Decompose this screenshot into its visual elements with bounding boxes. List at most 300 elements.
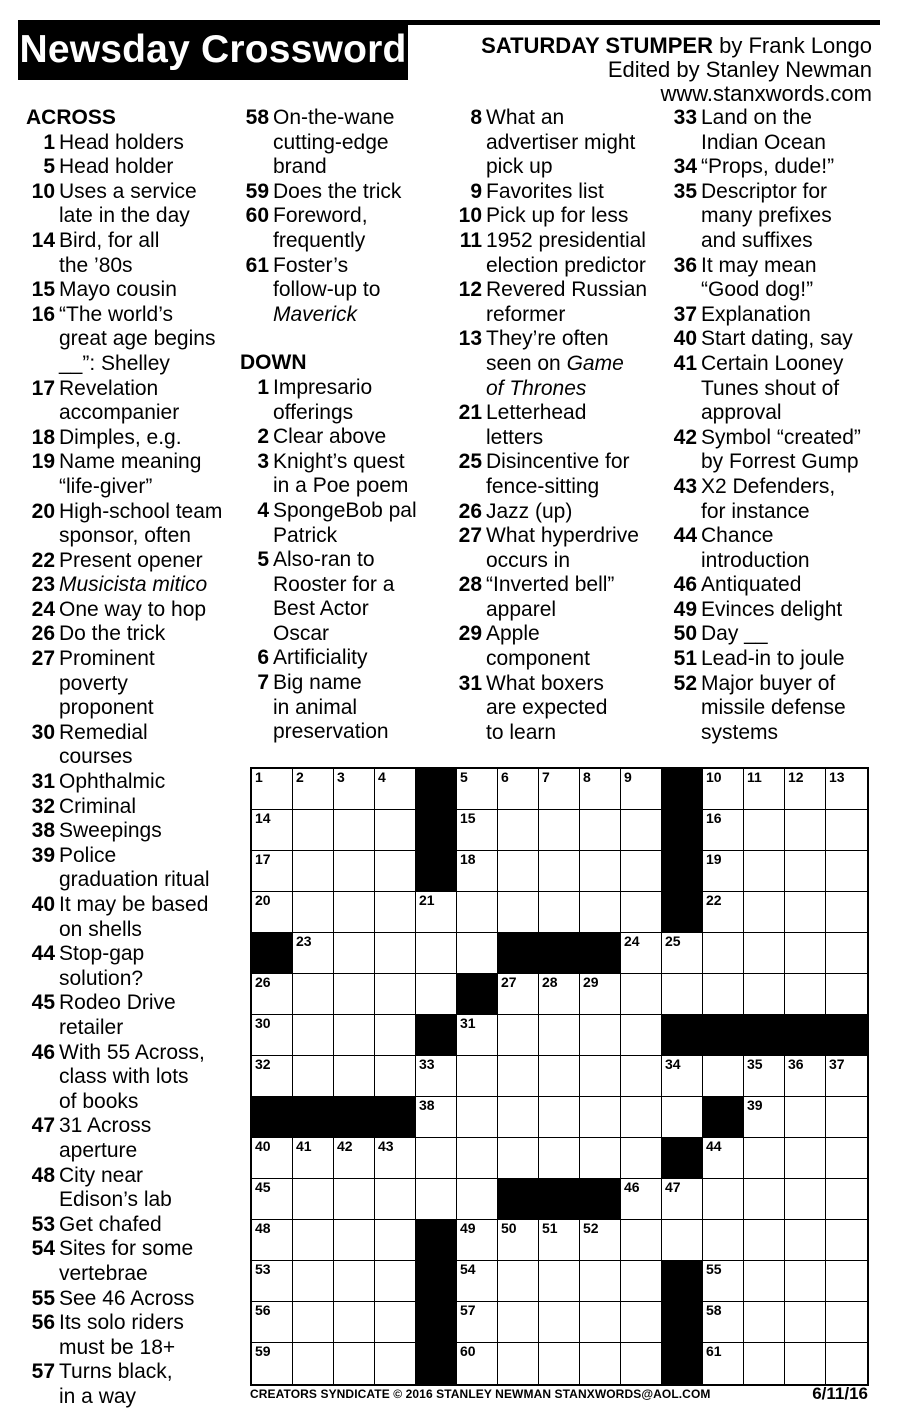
- cell-number: 58: [706, 1302, 722, 1318]
- grid-cell: [539, 1056, 580, 1097]
- cell-number: 44: [706, 1138, 722, 1154]
- black-square: [662, 1138, 703, 1179]
- clue-across-19: [26, 450, 236, 499]
- clue-down-46: [668, 573, 893, 598]
- grid-cell: [826, 1261, 867, 1302]
- clue-text-italic: Maverick: [273, 302, 358, 326]
- cell-number: 56: [255, 1302, 271, 1318]
- cell-number: 60: [460, 1343, 476, 1359]
- clue-text: Certain Looney: [701, 351, 844, 375]
- clue-text: proponent: [59, 696, 154, 720]
- cell-number: 40: [255, 1138, 271, 1154]
- grid-cell: [621, 933, 662, 974]
- clue-number: 43: [673, 474, 697, 498]
- clue-text: in animal: [273, 695, 358, 719]
- grid-cell: [252, 1179, 293, 1220]
- clue-text: Lead-in to joule: [701, 647, 845, 671]
- black-square: [375, 1097, 416, 1138]
- cell-number: 5: [460, 769, 468, 785]
- black-square: [416, 810, 457, 851]
- clue-number: 23: [31, 573, 55, 597]
- clue-text: Revered Russian: [486, 278, 648, 302]
- clue-number: 36: [673, 253, 697, 277]
- grid-cell: [293, 1261, 334, 1302]
- clue-text: Artificiality: [273, 646, 368, 670]
- clue-text: of books: [59, 1089, 139, 1113]
- cell-number: 2: [296, 769, 304, 785]
- grid-cell: [621, 1261, 662, 1302]
- black-square: [744, 1015, 785, 1056]
- clue-text: approval: [701, 401, 782, 425]
- grid-cell: [416, 1056, 457, 1097]
- cell-number: 6: [501, 769, 509, 785]
- cell-number: 32: [255, 1056, 271, 1072]
- clue-text: Sweepings: [59, 819, 162, 843]
- clue-number: 8: [470, 106, 482, 129]
- grid-cell: [580, 1015, 621, 1056]
- grid-cell: [662, 1179, 703, 1220]
- clue-down-31: [453, 672, 668, 746]
- grid-cell: [252, 892, 293, 933]
- grid-cell: [334, 810, 375, 851]
- grid-cell: [457, 1261, 498, 1302]
- clue-across-26: [26, 622, 236, 647]
- page-title: Newsday Crossword: [18, 20, 408, 80]
- grid-cell: [457, 933, 498, 974]
- clue-number: 16: [31, 302, 55, 326]
- clue-text: brand: [273, 155, 327, 179]
- grid-cell: [703, 851, 744, 892]
- grid-cell: [621, 1056, 662, 1097]
- grid-cell: [744, 1097, 785, 1138]
- grid-cell: [293, 1302, 334, 1343]
- clue-number: 40: [673, 327, 697, 351]
- cell-number: 50: [501, 1220, 517, 1236]
- clue-down-21: [453, 401, 668, 450]
- grid-cell: [703, 1343, 744, 1384]
- grid-cell: [539, 851, 580, 892]
- clue-text: Favorites list: [486, 179, 604, 203]
- clue-text: Start dating, say: [701, 327, 853, 351]
- black-square: [498, 933, 539, 974]
- grid-cell: [293, 1179, 334, 1220]
- cell-number: 10: [706, 769, 722, 785]
- clue-down-29: [453, 622, 668, 671]
- grid-cell: [785, 1343, 826, 1384]
- grid-cell: [334, 1302, 375, 1343]
- grid-cell: [826, 1220, 867, 1261]
- clue-across-24: [26, 598, 236, 623]
- clue-column-4: [668, 106, 893, 745]
- black-square: [416, 1343, 457, 1384]
- grid-cell: [744, 933, 785, 974]
- grid-cell: [539, 1220, 580, 1261]
- clue-number: 47: [31, 1114, 55, 1138]
- clue-number: 44: [673, 524, 697, 548]
- clue-text: Chance: [701, 524, 774, 548]
- cell-number: 48: [255, 1220, 271, 1236]
- grid-cell: [539, 892, 580, 933]
- clue-number: 10: [458, 204, 482, 228]
- cell-number: 36: [788, 1056, 804, 1072]
- grid-cell: [744, 1179, 785, 1220]
- clue-text: Revelation: [59, 376, 159, 400]
- cell-number: 24: [624, 933, 640, 949]
- clue-number: 24: [31, 597, 55, 621]
- grid-cell: [457, 892, 498, 933]
- grid-cell: [703, 933, 744, 974]
- grid-cell: [416, 974, 457, 1015]
- grid-cell: [621, 810, 662, 851]
- clue-number: 13: [458, 327, 482, 351]
- clue-text: Foster’s: [273, 253, 349, 277]
- clue-text: Big name: [273, 671, 362, 695]
- clue-text: many prefixes: [701, 204, 832, 228]
- clue-text: Pick up for less: [486, 204, 629, 228]
- grid-cell: [826, 1097, 867, 1138]
- cell-number: 11: [747, 769, 762, 785]
- grid-cell: [785, 851, 826, 892]
- grid-cell: [621, 1179, 662, 1220]
- black-square: [252, 933, 293, 974]
- clue-text: 1952 presidential: [486, 228, 646, 252]
- clue-across-55: [26, 1287, 236, 1312]
- clue-text: retailer: [59, 1015, 124, 1039]
- clue-column-1: [26, 106, 236, 1409]
- clue-number: 32: [31, 794, 55, 818]
- byline: by Frank Longo: [719, 33, 872, 58]
- grid-cell: [826, 1179, 867, 1220]
- clue-down-3: [240, 450, 450, 499]
- clue-down-7: [240, 671, 450, 745]
- clue-text: Best Actor: [273, 597, 369, 621]
- clue-text: Edison’s lab: [59, 1188, 172, 1212]
- clue-number: 37: [673, 302, 697, 326]
- cell-number: 25: [665, 933, 681, 949]
- across-heading: ACROSS: [26, 106, 116, 129]
- clue-number: 52: [673, 671, 697, 695]
- clue-number: 14: [31, 228, 55, 252]
- clue-text: It may mean: [701, 253, 817, 277]
- clue-text-italic: Game: [560, 351, 624, 375]
- clue-down-35: [668, 180, 893, 254]
- grid-cell: [498, 1220, 539, 1261]
- grid-cell: [539, 1097, 580, 1138]
- black-square: [662, 892, 703, 933]
- grid-cell: [252, 974, 293, 1015]
- grid-cell: [539, 1261, 580, 1302]
- clue-text: component: [486, 647, 590, 671]
- clue-number: 61: [245, 253, 269, 277]
- grid-cell: [621, 1343, 662, 1384]
- cell-number: 12: [788, 769, 804, 785]
- black-square: [416, 1261, 457, 1302]
- clue-down-11: [453, 229, 668, 278]
- clue-text: What an: [486, 106, 565, 129]
- cell-number: 42: [337, 1138, 353, 1154]
- clue-number: 29: [458, 622, 482, 646]
- clue-number: 50: [673, 622, 697, 646]
- grid-cell: [826, 892, 867, 933]
- grid-cell: [703, 1302, 744, 1343]
- clue-across-44: [26, 942, 236, 991]
- clue-text: follow-up to: [273, 278, 381, 302]
- clue-down-36: [668, 254, 893, 303]
- clue-across-30: [26, 721, 236, 770]
- grid-cell: [498, 1138, 539, 1179]
- black-square: [416, 851, 457, 892]
- grid-cell: [785, 892, 826, 933]
- cell-number: 29: [583, 974, 599, 990]
- grid-cell: [293, 769, 334, 810]
- clue-number: 53: [31, 1212, 55, 1236]
- cell-number: 49: [460, 1220, 476, 1236]
- black-square: [662, 1302, 703, 1343]
- black-square: [416, 1220, 457, 1261]
- cell-number: 51: [542, 1220, 558, 1236]
- clue-number: 17: [31, 376, 55, 400]
- clue-number: 2: [257, 425, 269, 449]
- clue-text: election predictor: [486, 253, 646, 277]
- cell-number: 52: [583, 1220, 599, 1236]
- grid-cell: [334, 1179, 375, 1220]
- clue-across-18: [26, 426, 236, 451]
- clue-column-3: [453, 106, 668, 745]
- grid-cell: [703, 1138, 744, 1179]
- clue-number: 45: [31, 991, 55, 1015]
- grid-cell: [580, 1261, 621, 1302]
- clue-number: 12: [458, 278, 482, 302]
- clue-across-59: [240, 180, 450, 205]
- clue-column-2: [240, 106, 450, 745]
- clue-text: are expected: [486, 696, 608, 720]
- clue-text: in a way: [59, 1384, 137, 1408]
- clue-number: 48: [31, 1163, 55, 1187]
- cell-number: 31: [460, 1015, 476, 1031]
- grid-cell: [498, 1343, 539, 1384]
- clue-text: Evinces delight: [701, 597, 843, 621]
- clue-number: 21: [458, 401, 482, 425]
- clue-text: occurs in: [486, 548, 571, 572]
- clue-text: SpongeBob pal: [273, 498, 417, 522]
- clue-number: 56: [31, 1311, 55, 1335]
- grid-cell: [375, 1261, 416, 1302]
- grid-cell: [744, 1138, 785, 1179]
- clue-across-22: [26, 549, 236, 574]
- cell-number: 46: [624, 1179, 640, 1195]
- clue-down-2: [240, 425, 450, 450]
- clue-number: 26: [458, 499, 482, 523]
- clue-down-5: [240, 548, 450, 646]
- grid-cell: [744, 1343, 785, 1384]
- clue-text: vertebrae: [59, 1261, 148, 1285]
- clue-across-54: [26, 1237, 236, 1286]
- cell-number: 54: [460, 1261, 476, 1277]
- clue-text: for instance: [701, 499, 810, 523]
- clue-number: 27: [31, 647, 55, 671]
- clue-number: 46: [673, 573, 697, 597]
- cell-number: 39: [747, 1097, 763, 1113]
- grid-cell: [744, 892, 785, 933]
- clue-text: preservation: [273, 720, 389, 744]
- grid-cell: [416, 1097, 457, 1138]
- grid-cell: [580, 974, 621, 1015]
- clue-number: 15: [31, 278, 55, 302]
- clue-text: Get chafed: [59, 1212, 162, 1236]
- clue-number: 1: [43, 130, 55, 154]
- clue-down-12: [453, 278, 668, 327]
- clue-text: solution?: [59, 966, 144, 990]
- grid-cell: [580, 1220, 621, 1261]
- grid-cell: [539, 974, 580, 1015]
- clue-text: Musicista mitico: [59, 573, 208, 597]
- grid-cell: [334, 892, 375, 933]
- black-square: [662, 810, 703, 851]
- grid-cell: [744, 1220, 785, 1261]
- clue-text: “The world’s: [59, 302, 173, 326]
- grid-cell: [457, 769, 498, 810]
- grid-cell: [334, 1056, 375, 1097]
- clue-text: Oscar: [273, 621, 330, 645]
- clue-text: Do the trick: [59, 622, 166, 646]
- clue-number: 5: [257, 548, 269, 572]
- grid-cell: [252, 1220, 293, 1261]
- grid-cell: [457, 1138, 498, 1179]
- cell-number: 34: [665, 1056, 681, 1072]
- cell-number: 18: [460, 851, 476, 867]
- clue-number: 19: [31, 450, 55, 474]
- clue-number: 10: [31, 179, 55, 203]
- black-square: [539, 1179, 580, 1220]
- grid-cell: [785, 1302, 826, 1343]
- clue-number: 57: [31, 1360, 55, 1384]
- clue-text: Antiquated: [701, 573, 802, 597]
- clue-across-38: [26, 819, 236, 844]
- clue-text: seen on Game: [486, 351, 624, 375]
- grid-cell: [621, 1138, 662, 1179]
- grid-cell: [334, 769, 375, 810]
- grid-cell: [703, 1179, 744, 1220]
- clue-number: 59: [245, 179, 269, 203]
- clue-down-42: [668, 426, 893, 475]
- grid-cell: [498, 851, 539, 892]
- clue-down-1: [240, 376, 450, 425]
- grid-cell: [334, 1220, 375, 1261]
- clue-text: Rodeo Drive: [59, 991, 176, 1015]
- clue-number: 28: [458, 573, 482, 597]
- grid-cell: [539, 1302, 580, 1343]
- clue-across-1: [26, 131, 236, 156]
- clue-text: Turns black,: [59, 1360, 173, 1384]
- grid-cell: [457, 1179, 498, 1220]
- grid-cell: [293, 933, 334, 974]
- grid-cell: [826, 1056, 867, 1097]
- black-square: [416, 1015, 457, 1056]
- clue-text: Its solo riders: [59, 1311, 184, 1335]
- grid-cell: [375, 1343, 416, 1384]
- grid-cell: [457, 1056, 498, 1097]
- clue-text: City near: [59, 1163, 144, 1187]
- grid-cell: [334, 974, 375, 1015]
- clue-text: graduation ritual: [59, 868, 210, 892]
- black-square: [785, 1015, 826, 1056]
- grid-cell: [375, 1015, 416, 1056]
- clue-text: Present opener: [59, 548, 203, 572]
- clue-across-61: [240, 254, 450, 328]
- clue-text: Name meaning: [59, 450, 202, 474]
- clue-text: Uses a service: [59, 179, 197, 203]
- grid-cell: [785, 1261, 826, 1302]
- grid-cell: [580, 1097, 621, 1138]
- grid-cell: [621, 851, 662, 892]
- clue-down-43: [668, 475, 893, 524]
- grid-cell: [457, 1097, 498, 1138]
- black-square: [703, 1015, 744, 1056]
- grid-cell: [744, 974, 785, 1015]
- grid-cell: [826, 1302, 867, 1343]
- black-square: [826, 1015, 867, 1056]
- cell-number: 57: [460, 1302, 476, 1318]
- crossword-grid: [250, 767, 869, 1386]
- clue-down-50: [668, 622, 893, 647]
- clue-down-52: [668, 672, 893, 746]
- clue-number: 34: [673, 155, 697, 179]
- clue-text: Also-ran to: [273, 548, 375, 572]
- grid-cell: [580, 769, 621, 810]
- clue-text: Stop-gap: [59, 942, 145, 966]
- grid-cell: [375, 933, 416, 974]
- clue-text: One way to hop: [59, 597, 207, 621]
- clue-number: 5: [43, 155, 55, 179]
- clue-text: courses: [59, 745, 133, 769]
- clue-number: 31: [458, 671, 482, 695]
- cell-number: 30: [255, 1015, 271, 1031]
- grid-cell: [375, 1056, 416, 1097]
- grid-cell: [539, 1015, 580, 1056]
- black-square: [539, 933, 580, 974]
- clue-text: Criminal: [59, 794, 137, 818]
- grid-cell: [539, 1138, 580, 1179]
- clue-number: 54: [31, 1237, 55, 1261]
- black-square: [662, 851, 703, 892]
- clue-text: systems: [701, 720, 779, 744]
- grid-cell: [826, 1343, 867, 1384]
- black-square: [662, 1261, 703, 1302]
- clue-down-10: [453, 204, 668, 229]
- clue-text: missile defense: [701, 696, 846, 720]
- grid-cell: [744, 1261, 785, 1302]
- clue-text: letters: [486, 425, 544, 449]
- clue-text: Remedial: [59, 720, 148, 744]
- black-square: [662, 1343, 703, 1384]
- cell-number: 17: [255, 851, 271, 867]
- clue-number: 3: [257, 449, 269, 473]
- grid-cell: [744, 851, 785, 892]
- grid-cell: [252, 769, 293, 810]
- grid-cell: [416, 1138, 457, 1179]
- footer-credit: CREATORS SYNDICATE © 2016 STANLEY NEWMAN STANXWORDS@AOL.COM: [250, 1387, 711, 1401]
- clue-text: High-school team: [59, 499, 223, 523]
- clue-text: What boxers: [486, 671, 604, 695]
- cell-number: 45: [255, 1179, 271, 1195]
- grid-cell: [744, 1302, 785, 1343]
- website: www.stanxwords.com: [660, 81, 872, 106]
- puzzle-date: 6/11/16: [812, 1384, 868, 1403]
- grid-cell: [457, 810, 498, 851]
- grid-cell: [252, 1343, 293, 1384]
- clue-number: 31: [31, 770, 55, 794]
- clue-text: “Props, dude!”: [701, 155, 835, 179]
